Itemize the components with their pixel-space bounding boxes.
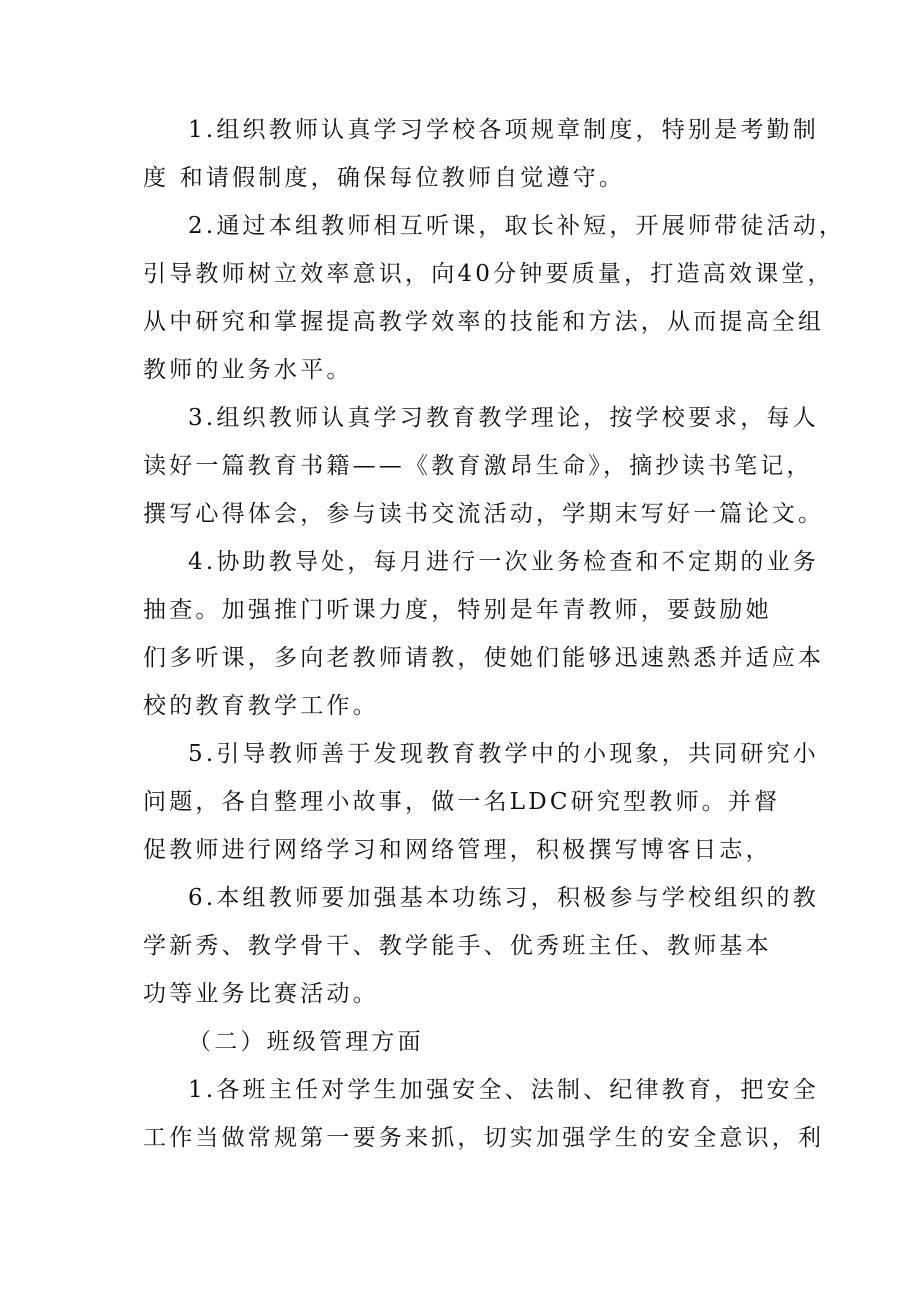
paragraph-5-line-2: 问题，各自整理小故事，做一名LDC研究型教师。并督 bbox=[143, 789, 781, 815]
paragraph-6-line-3: 功等业务比赛活动。 bbox=[143, 981, 379, 1007]
paragraph-7-line-2: 工作当做常规第一要务来抓，切实加强学生的安全意识，利 bbox=[143, 1125, 825, 1151]
paragraph-7-line-1: 1.各班主任对学生加强安全、法制、纪律教育，把安全 bbox=[188, 1077, 819, 1103]
paragraph-2-line-1: 2.通过本组教师相互听课，取长补短，开展师带徒活动， bbox=[188, 213, 846, 239]
paragraph-4-line-4: 校的教育教学工作。 bbox=[143, 693, 379, 719]
paragraph-2-line-2: 引导教师树立效率意识，向40分钟要质量，打造高效课堂， bbox=[143, 261, 834, 287]
paragraph-4-line-3: 们多听课，多向老教师请教，使她们能够迅速熟悉并适应本 bbox=[143, 645, 825, 671]
paragraph-3-line-2: 读好一篇教育书籍——《教育激昂生命》，摘抄读书笔记， bbox=[143, 453, 813, 479]
paragraph-1-line-2: 度 和请假制度，确保每位教师自觉遵守。 bbox=[143, 165, 626, 191]
paragraph-2-line-4: 教师的业务水平。 bbox=[143, 357, 353, 383]
paragraph-5-line-3: 促教师进行网络学习和网络管理，积极撰写博客日志， bbox=[143, 837, 772, 863]
paragraph-6-line-1: 6.本组教师要加强基本功练习，积极参与学校组织的教 bbox=[188, 885, 819, 911]
paragraph-6-line-2: 学新秀、教学骨干、教学能手、优秀班主任、教师基本 bbox=[143, 933, 772, 959]
paragraph-3-line-1: 3.组织教师认真学习教育教学理论，按学校要求，每人 bbox=[188, 405, 819, 431]
paragraph-4-line-1: 4.协助教导处，每月进行一次业务检查和不定期的业务 bbox=[188, 549, 819, 575]
paragraph-2-line-3: 从中研究和掌握提高教学效率的技能和方法，从而提高全组 bbox=[143, 309, 825, 335]
paragraph-1-line-1: 1.组织教师认真学习学校各项规章制度，特别是考勤制 bbox=[188, 117, 819, 143]
paragraph-3-line-3: 撰写心得体会，参与读书交流活动，学期末写好一篇论文。 bbox=[143, 501, 825, 527]
paragraph-5-line-1: 5.引导教师善于发现教育教学中的小现象，共同研究小 bbox=[188, 741, 819, 767]
section-heading-class-management: （二）班级管理方面 bbox=[188, 1029, 424, 1055]
paragraph-4-line-2: 抽查。加强推门听课力度，特别是年青教师，要鼓励她 bbox=[143, 597, 772, 623]
